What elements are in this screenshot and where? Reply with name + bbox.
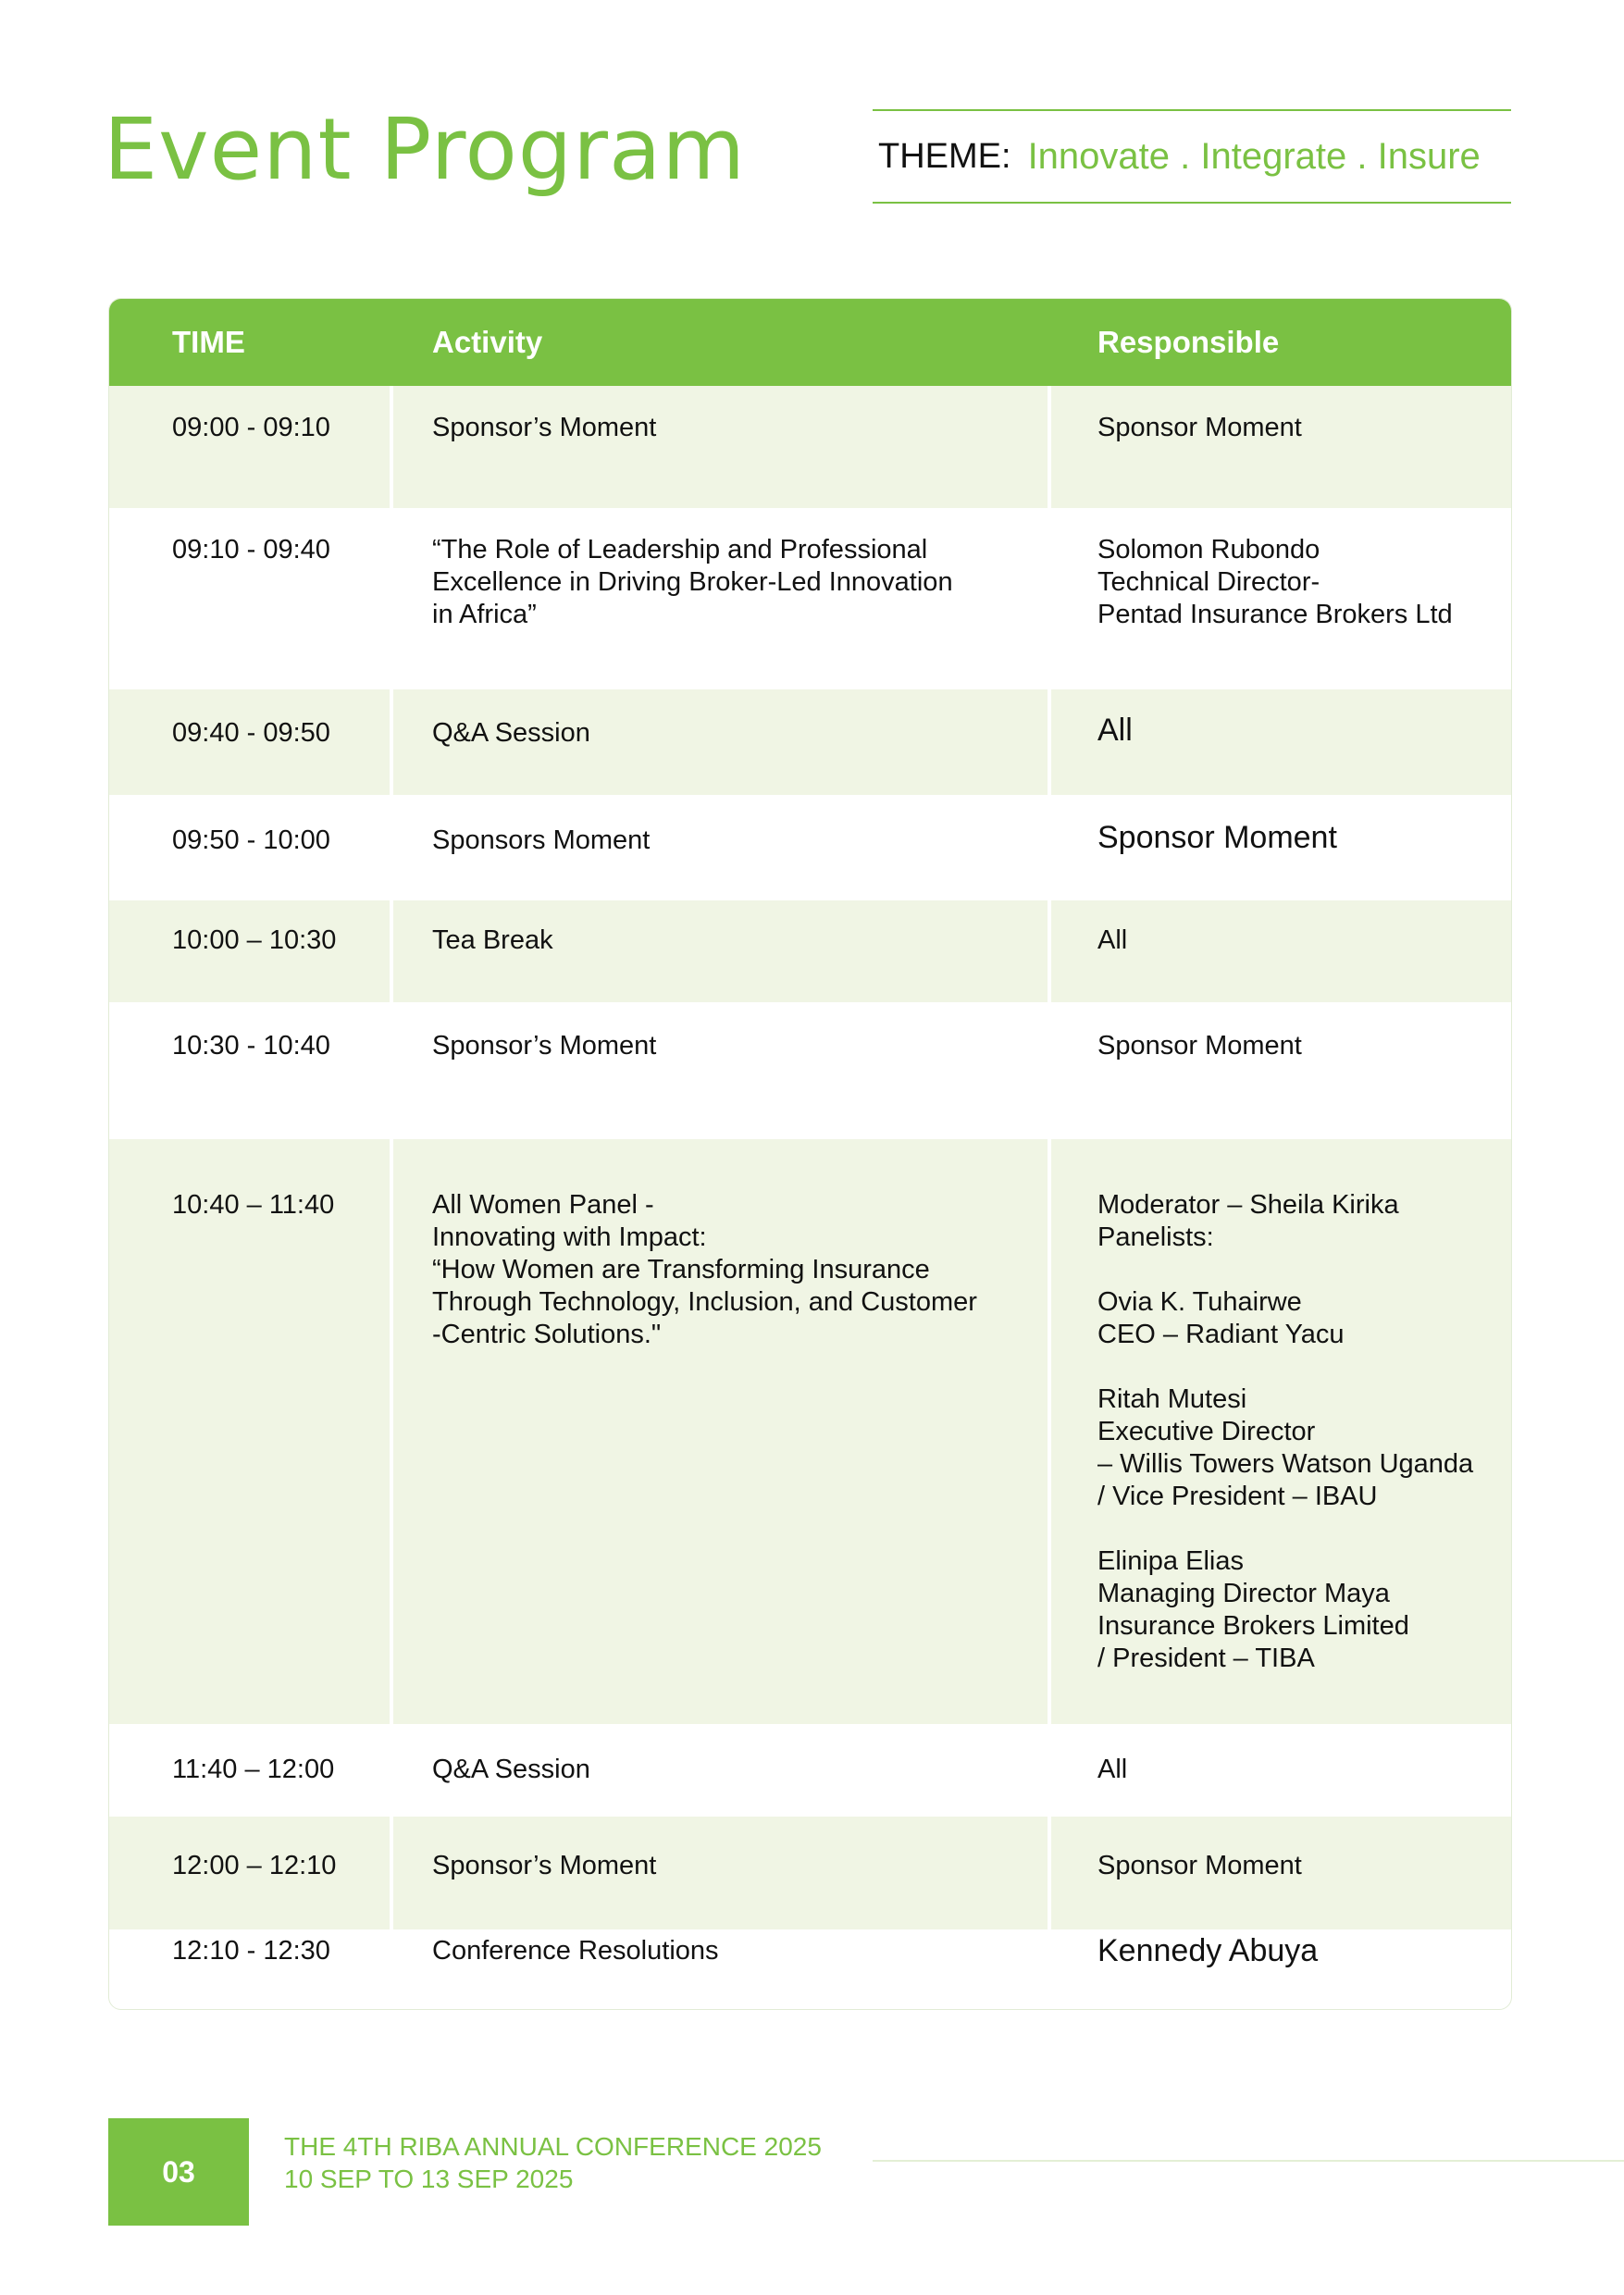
row-responsible: Kennedy Abuya (1097, 1933, 1319, 1968)
table-row (109, 689, 1511, 795)
row-responsible: All (1097, 713, 1133, 748)
row-time: 09:40 - 09:50 (172, 718, 330, 748)
row-time: 11:40 – 12:00 (172, 1755, 335, 1784)
header-activity: Activity (432, 325, 543, 359)
table-row (109, 1817, 1511, 1929)
table-row (109, 1139, 1511, 1724)
row-time: 09:10 - 09:40 (172, 535, 330, 564)
row-time: 10:30 - 10:40 (172, 1031, 330, 1061)
row-responsible: Solomon Rubondo Technical Director- Pentad Insurance Brokers Ltd (1097, 535, 1453, 629)
footer-conference-info (284, 2130, 822, 2195)
row-activity: Sponsor’s Moment (432, 1031, 657, 1061)
footer-line-2: 10 SEP TO 13 SEP 2025 (284, 2165, 574, 2193)
program-table (108, 298, 1512, 2010)
table-row (109, 795, 1511, 900)
row-activity: Q&A Session (432, 718, 590, 748)
row-activity: Tea Break (432, 925, 553, 955)
row-responsible: Sponsor Moment (1097, 820, 1337, 855)
row-time: 10:00 – 10:30 (172, 925, 337, 955)
theme-label: THEME: (878, 136, 1011, 176)
theme-value: Innovate . Integrate . Insure (1027, 135, 1481, 177)
row-activity: All Women Panel - Innovating with Impact: “How Women are Transforming Insurance Through Technology, Inclusion, and Customer -Centric Solutions." (432, 1190, 977, 1349)
theme-banner (873, 109, 1511, 204)
footer-line-1: THE 4TH RIBA ANNUAL CONFERENCE 2025 (284, 2132, 822, 2161)
header-time: TIME (172, 325, 245, 359)
table-row (109, 1002, 1511, 1139)
row-time: 09:50 - 10:00 (172, 825, 330, 855)
row-responsible: Sponsor Moment (1097, 1031, 1302, 1061)
row-time: 09:00 - 09:10 (172, 413, 330, 442)
table-row (109, 1724, 1511, 1817)
row-activity: Sponsors Moment (432, 825, 651, 855)
row-activity: Sponsor’s Moment (432, 413, 657, 442)
row-responsible: Sponsor Moment (1097, 413, 1302, 442)
row-responsible: All (1097, 925, 1128, 955)
table-header-row (109, 299, 1511, 386)
row-responsible: Sponsor Moment (1097, 1851, 1302, 1880)
row-activity: “The Role of Leadership and Professional Excellence in Driving Broker-Led Innovation in Africa” (432, 535, 953, 629)
row-activity: Sponsor’s Moment (432, 1851, 657, 1880)
table-row (109, 386, 1511, 508)
table-row (109, 508, 1511, 689)
page-number: 03 (108, 2118, 249, 2226)
row-activity: Conference Resolutions (432, 1936, 719, 1966)
table-row (109, 900, 1511, 1002)
column-divider (390, 386, 393, 2009)
table-row (109, 1929, 1511, 2009)
page-title: Event Program (104, 100, 746, 199)
row-responsible: All (1097, 1755, 1128, 1784)
row-time: 12:00 – 12:10 (172, 1851, 337, 1880)
row-activity: Q&A Session (432, 1755, 590, 1784)
row-time: 12:10 - 12:30 (172, 1936, 330, 1966)
footer-divider (873, 2160, 1624, 2162)
row-time: 10:40 – 11:40 (172, 1190, 335, 1220)
header-responsible: Responsible (1097, 325, 1280, 359)
column-divider (1048, 386, 1051, 2009)
row-responsible: Moderator – Sheila Kirika Panelists: Ovia K. Tuhairwe CEO – Radiant Yacu Ritah Mutesi Executive Director – Willis Towers Watson Uganda / Vice President – IBAU Elinipa Elias Managing Director Maya Insurance Brokers Limited / President – TIBA (1097, 1190, 1474, 1673)
